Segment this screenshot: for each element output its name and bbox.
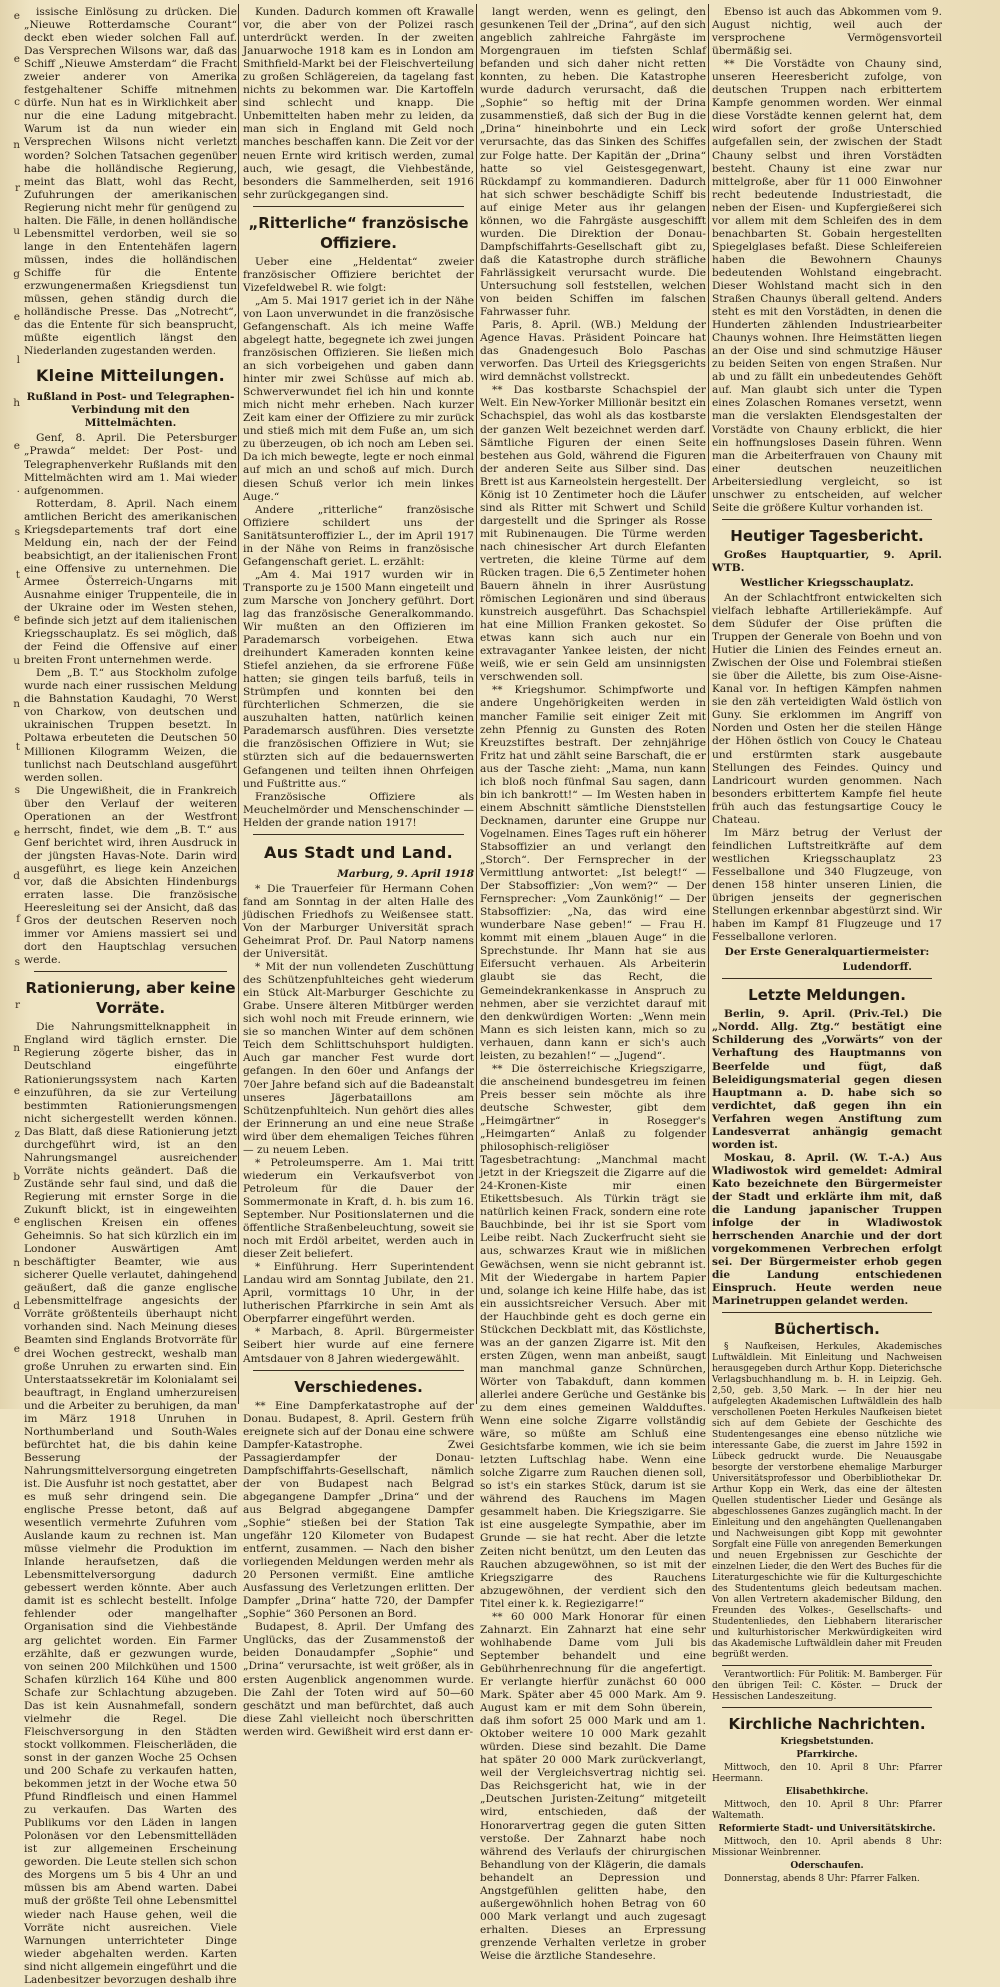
church-name: Reformierte Stadt- und Universitätskirche. bbox=[718, 1824, 936, 1835]
edge-fragment: d bbox=[13, 870, 20, 882]
article-text: ** Kriegshumor. Schimpfworte und andere Ungehörigkeiten werden in mancher Familie seit einiger Zeit mit zehn Pfennig zu Gunsten des Roten Kreuzstiftes bestraft. Der zehnjährige Fritz hat und zählt seine Barschaft, die er aus der Tasche zieht: „Mama, nun kann ich bloß noch fünfmal Sau sagen, dann bin ich bankrott!“ — Im Westen haben in einem Abschnitt sämtliche Dienststellen Decknamen, darunter eine Gruppe nur Vogelnamen. Eines Tages ruft ein höherer Stabsoffizier an und verlangt den „Storch“. Der Fernsprecher in der Vermittlung antwortet: „Ist belegt!“ — Der Stabsoffizier: „Von wem?“ — Der Fernsprecher: „Vom Zaunkönig!“ — Der Stabsoffizier: „Na, das wird eine wunderbare Nase geben!“ — Frau H. kommt mit einem „blauen Auge“ in die Sprechstunde. Ihr Mann hat sie aus Eifersucht verhauen. Als Arbeiterin glaubt sie das Recht, die Gemeindekrankenkasse in Anspruch zu nehmen, aber sie verzichtet darauf mit den denkwürdigen Worten: „Wenn mein Mann es sich leisten kann, mich so zu verhauen, dann kann er sich's auch leisten, zu bezahlen!“ — „Jugend“. bbox=[480, 684, 706, 1062]
edge-fragment: s bbox=[14, 956, 20, 968]
edge-fragment: e bbox=[13, 53, 20, 65]
signature-line: Der Erste Generalquartiermeister: bbox=[724, 946, 930, 959]
church-service: Mittwoch, den 10. April abends 8 Uhr: Missionar Weinbrenner. bbox=[712, 1837, 942, 1859]
edge-fragment: t bbox=[15, 741, 20, 753]
article-text: Im März betrug der Verlust der feindlichen Luftstreitkräfte auf dem westlichen Kriegsschauplatz 23 Fesselballone und 340 Flugzeuge, von denen 158 hinter unseren Linien, die übrigen jenseits der gegnerischen Stellungen erkennbar abgestürzt sind. Wir haben im Kampf 81 Flugzeuge und 17 Fesselballone verloren. bbox=[712, 826, 942, 944]
article-text: „Am 5. Mai 1917 geriet ich in der Nähe von Laon unverwundet in die französische Gefangenschaft. Als ich meine Waffe abgelegt hatte, begegnete ich zwei jungen französischen Offizieren. Sie ließen mich an sich vorbeigehen und gaben dann hinter mir zwei Schüsse auf mich ab. Schwerverwundet fiel ich hin und konnte mich nicht mehr erheben. Nach kurzer Zeit kam einer der Offiziere zu mir zurück und stieß mich mit dem Fuße an, um sich zu überzeugen, ob ich noch am Leben sei. Da ich mich bewegte, legte er noch einmal auf mich an und schoß auf mich. Durch diesen Schuß verlor ich mein linkes Auge.“ bbox=[243, 294, 474, 503]
column-4 bbox=[712, 6, 942, 1885]
headline-heutiger-tagesbericht: Heutiger Tagesbericht. bbox=[730, 526, 924, 545]
article-text: Moskau, 8. April. (W. T.-A.) Aus Wladiwostok wird gemeldet: Admiral Kato bezeichnete den Bürgermeister der Stadt und erklärte ihm mit, daß die Landung japanischer Truppen infolge der in Wladiwostok herrschenden Anarchie und der dort vorgekommenen Verbrechen erfolgt sei. Der Bürgermeister erhob gegen die Landung entschiedenen Einspruch. Heute werden neue Marinetruppen gelandet werden. bbox=[712, 1151, 942, 1308]
article-text: Die Nahrungsmittelknappheit in England wird täglich ernster. Die Regierung zögerte bisher, das in Deutschland eingeführte Rationierungssystem nach Karten einzuführen, da sie zur Verteilung bestimmten Rationierungsmengen nicht sichergestellt werden können. Das Blatt, daß diese Rationierung jetzt durchgeführt wird, ist an den Nahrungsmangel ausreichender Vorräte nichts geändert. Daß die Zustände sehr faul sind, und daß die Regierung mit ernster Sorge in die Zukunft blickt, ist in eingeweihten englischen Kreisen ein offenes Geheimnis. So hat sich kürzlich ein im Londoner Auswärtigen Amt beschäftigter Beamter, wie aus sicherer Quelle verlautet, dahingehend geäußert, daß die ganze englische Lebensmittelfrage angesichts der Vorräte größtenteils überhaupt nicht vorhanden sind. Nach Meinung dieses Beamten sind Englands Brotvorräte für drei Wochen gestreckt, weshalb man große Unruhen zu erwarten sind. Ein Unterstaatssekretär im Kolonialamt sei beauftragt, in England umherzureisen und die Arbeiter zu beruhigen, da man im März 1918 Unruhen in Northumberland und South-Wales befürchtet hat, die bis dahin keine Besserung der Nahrungsmittelversorgung eingetreten ist. Die Ausfuhr ist noch gestattet, aber es muß sehr dringend sein. Die englische Presse betont, daß auf wesentlich vermehrte Zufuhren vom Auslande kaum zu rechnen ist. Man müsse vielmehr die Produktion im Inlande heraufsetzen, daß die Lebensmittelversorgung dadurch gebessert werden könnte. Aber auch damit ist es schlecht bestellt. Infolge fehlender oder mangelhafter Organisation sind die Viehbestände arg gelichtet worden. Ein Farmer erzählte, daß er gezwungen wurde, von seinen 200 Milchkühen und 1500 Schafen kürzlich 164 Kühe und 800 Schafe zur Schlachtung abzugeben. Das ist kein Ausnahmefall, sondern vielmehr die Regel. Die Fleischversorgung in den Städten stockt vollkommen. Fleischerläden, die sonst in der ganzen Woche 25 Ochsen und 200 Schafe zu verkaufen hatten, bekommen jetzt in der Woche etwa 50 Pfund Rindfleisch und einen Hammel zu verkaufen. Das Warten des Publikums vor den Läden in langen Polonäsen vor den Lebensmittelläden ist zur allgemeinen Erscheinung geworden. Die Leute stellen sich schon des Morgens um 5 bis 4 Uhr an und müssen bis am Abend warten. Dabei muß der größte Teil ohne Lebensmittel wieder nach Hause gehen, weil die Vorräte nicht ausreichen. Viele Warnungen unterrichteter Dinge wieder abgehalten werden. Karten sind nicht allgemein eingeführt und die Ladenbesitzer bevorzugen deshalb ihre bbox=[24, 1021, 237, 1986]
article-text: Andere „ritterliche“ französische Offiziere schildert uns der Sanitätsunteroffizier L., der im April 1917 in der Nähe von Reims in französische Gefangenschaft geriet. L. erzählt: bbox=[243, 503, 474, 568]
article-text: Dem „B. T.“ aus Stockholm zufolge wurde nach einer russischen Meldung die Bahnstation Kaudaghi, 70 Werst von Charkow, von deutschen und ukrainischen Truppen besetzt. In Poltawa erbeuteten die Deutschen 50 Millionen Kilogramm Weizen, die tunlichst nach Deutschland ausgeführt werden sollen. bbox=[24, 667, 237, 784]
edge-fragment: t bbox=[15, 569, 20, 581]
edge-fragment: n bbox=[13, 1257, 20, 1269]
article-text: Rotterdam, 8. April. Nach einem amtlichen Bericht des amerikanischen Kriegsdepartements traf dort eine Meldung ein, nach der der Feind beabsichtigt, an der italienischen Front eine Offensive zu unternehmen. Die Armee Österreich-Ungarns mit Ausnahme einiger Truppenteile, die in der Ukraine oder im Westen stehen, befinde sich jetzt auf dem italienischen Kriegsschauplatz. Es sei möglich, daß der Feind die Offensive auf einer breiten Front unternehmen werde. bbox=[24, 497, 237, 667]
divider bbox=[253, 834, 464, 835]
subheadline: Westlicher Kriegsschauplatz. bbox=[740, 576, 914, 589]
edge-fragment: f bbox=[16, 913, 20, 925]
article-text: ** 60 000 Mark Honorar für einen Zahnarzt. Ein Zahnarzt hat eine sehr wohlhabende Dame vom Juli bis September behandelt und eine Gebührhenrechnung für die angefertigt. Er verlangte hierfür zunächst 60 000 Mark. Später aber 45 000 Mark. Am 9. August kam er mit dem Sohn überein, daß ihm sofort 25 000 Mark und am 1. Oktober weitere 10 000 Mark gezahlt würden. Diese sind bezahlt. Die Dame hat später 20 000 Mark zurückverlangt, weil der Vergleichsvertrag nichtig sei. Das Reichsgericht hat, wie in der „Deutschen Juristen-Zeitung“ mitgeteilt wird, entschieden, daß der Honorarvertrag gegen die guten Sitten verstoße. Der Zahnarzt habe noch während des Verlaufs der chirurgischen Behandlung von der Klägerin, die damals behandelt an Depression und Angstgefühlen gelitten habe, den außergewöhnlich hohen Betrag von 60 000 Mark verlangt und auch zugesagt erhalten. Dieses an Erpressung grenzende Verhalten verletze in grober Weise die ärztliche Standesehre. bbox=[480, 1610, 706, 1962]
headline-verschiedenes: Verschiedenes. bbox=[294, 1377, 423, 1396]
edge-fragment: e bbox=[13, 1085, 20, 1097]
article-dateline: Großes Hauptquartier, 9. April. WTB. bbox=[712, 548, 942, 574]
church-subheading: Kriegsbetstunden. bbox=[780, 1737, 874, 1748]
article-text: Französische Offiziere als Meuchelmörder und Menschenschinder — Helden der grande nation 1917! bbox=[243, 790, 474, 829]
edge-fragment: n bbox=[13, 698, 20, 710]
subheadline: Rußland in Post- und Telegraphen-Verbindung mit den Mittelmächten. bbox=[26, 391, 235, 430]
edge-fragment: e bbox=[13, 1214, 20, 1226]
edge-fragment: b bbox=[13, 1171, 20, 1183]
edge-fragment: e bbox=[13, 440, 20, 452]
edge-fragment: e bbox=[13, 827, 20, 839]
article-text: Berlin, 9. April. (Priv.-Tel.) Die „Nordd. Allg. Ztg.“ bestätigt eine Schilderung des „Vorwärts“ von der Verhaftung des Hauptmanns von Beerfelde und fügt, daß Beleidigungsmaterial gegen diesen Hauptmann a. D. habe sich so verdichtet, daß gegen ihn ein Verfahren wegen Anstiftung zum Landesverrat anhängig gemacht worden ist. bbox=[712, 1008, 942, 1151]
article-text: Genf, 8. April. Die Petersburger „Prawda“ meldet: Der Post- und Telegraphenverkehr Rußlands mit den Mittelmächten wird am 1. Mai wieder aufgenommen. bbox=[24, 432, 237, 497]
church-service: Donnerstag, abends 8 Uhr: Pfarrer Falken. bbox=[724, 1874, 920, 1885]
headline-aus-stadt-und-land: Aus Stadt und Land. bbox=[264, 842, 453, 862]
divider bbox=[722, 1665, 932, 1666]
divider bbox=[253, 206, 464, 207]
column-rule bbox=[708, 4, 709, 1404]
edge-fragment: u bbox=[13, 655, 20, 667]
dateline: Marburg, 9. April 1918 bbox=[337, 867, 474, 880]
article-text: An der Schlachtfront entwickelten sich vielfach lebhafte Artilleriekämpfe. Auf dem Südufer der Oise prüften die Truppen der Generale von Boehn und von Hutier die Linien des Feindes erneut an. Zwischen der Oise und Folembrai stießen sie über die Ailette, bis zum Oise-Aisne-Kanal vor. In heftigen Kämpfen nahmen sie den zäh verteidigten Wald östlich von Guny. Sie erklommen im Angriff von Norden und Osten her die steilen Hänge der Höhen östlich von Coucy le Chateau und erstürmten stark ausgebaute Stellungen des Feindes. Quincy und Landricourt wurden genommen. Nach besonders erbittertem Kampfe fiel heute früh auch das festungsartige Coucy le Chateau. bbox=[712, 591, 942, 826]
article-text: ** Eine Dampferkatastrophe auf der Donau. Budapest, 8. April. Gestern früh ereignete sich auf der Donau eine schwere Dampfer-Katastrophe. Zwei Passagierdampfer der Donau-Dampfschiffahrts-Gesellschaft, nämlich der von Budapest nach Belgrad abgegangene Dampfer „Drina“ und der aus Belgrad abgegangene Dampfer „Sophie“ stießen bei der Station Tak ungefähr 120 Kilometer von Budapest entfernt, zusammen. — Nach den bisher vorliegenden Meldungen werden mehr als 20 Personen vermißt. Eine amtliche Ausfassung des Verletzungen erlitten. Der Dampfer „Drina“ hatte 720, der Dampfer „Sophie“ 360 Personen an Bord. bbox=[243, 1399, 474, 1621]
edge-fragment: h bbox=[13, 397, 20, 409]
article-text: issische Einlösung zu drücken. Die „Nieuwe Rotterdamsche Courant“ deckt eben wieder solchen Fall auf. Das Versprechen Wilsons war, daß das Schiff „Nieuwe Amsterdam“ die Fracht zweier anderer von Amerika festgehaltener Schiffe mitnehmen dürfe. Nun hat es in Wirklichkeit aber nur die eine Ladung mitgebracht. Warum ist da nun wieder ein Versprechen Wilsons nicht verletzt worden? Solchen Tatsachen gegenüber habe die holländische Regierung, meint das Blatt, wohl das Recht, Zufuhrungen der amerikanischen Regierung nicht mehr für genügend zu halten. Die Fälle, in denen holländische Lebensmittel verdorben, weil sie so lange in den Ententehäfen lagern müssen, indes die holländischen Schiffe für die Entente erzwungenermaßen Kriegsdienst tun müssen, gehen ständig durch die holländische Presse. Das „Notrecht“, das die Entente für sich beansprucht, müßte eigentlich längst den Niederlanden zugestanden werden. bbox=[24, 6, 237, 358]
article-text: ** Die Vorstädte von Chauny sind, unseren Heeresbericht zufolge, von deutschen Truppen nach erbittertem Kampfe genommen worden. Wer einmal diese Vorstädte kennen gelernt hat, dem wird sofort der große Unterschied aufgefallen sein, der zwischen der Stadt Chauny selbst und ihren Vorstädten besteht. Chauny ist eine zwar nur mittelgroße, aber für 11 000 Einwohner recht bedeutende Industriestadt, die neben der Eisen- und Kupfergießerei sich vor allem mit dem Schleifen des in dem benachbarten St. Gobain hergestellten Spiegelglases befaßt. Diese Schleifereien haben die Bewohnern Chaunys bedeutenden Wohlstand eingebracht. Dieser Wohlstand macht sich in den Straßen Chaunys überall geltend. Anders steht es mit den Vorstädten, in denen die Hunderten zählenden Industriearbeiter Chaunys wohnen. Ihre Heimstätten liegen an der Oise und sind schmutzige Häuser zu beiden Seiten von engen Straßen. Nur ab und zu fällt ein unbedeutendes Gehöft auf. Man glaubt sich unter die Typen eines Zolaschen Romanes versetzt, wenn man die verslakten Elendsgestalten der Vorstädte von Chauny erblickt, die hier ein hoffnungsloses Dasein führen. Wenn man die Arbeiterfrauen von Chauny mit einer deutschen neuzeitlichen Arbeitersiedlung vergleicht, so ist unschwer zu entscheiden, auf welcher Seite die größere Kultur vorhanden ist. bbox=[712, 58, 942, 514]
edge-fragment: e bbox=[13, 311, 20, 323]
headline-kleine-mitteilungen: Kleine Mitteilungen. bbox=[35, 366, 226, 386]
column-3 bbox=[480, 6, 706, 1962]
divider bbox=[722, 1707, 932, 1708]
church-name: Pfarrkirche. bbox=[796, 1750, 858, 1761]
edge-fragment: n bbox=[13, 139, 20, 151]
headline-rationierung: Rationierung, aber keine Vorräte. bbox=[25, 979, 236, 1018]
article-text: „Am 4. Mai 1917 wurden wir in Transporte zu je 1500 Mann eingeteilt und zum Marsche von Jonchery geführt. Dort lag das französische Generalkommando. Wir mußten an den Offizieren im Parademarsch vorbeigehen. Etwa dreihundert Kameraden konnten keine Stiefel anziehen, da sie erfrorene Füße hatten; sie gingen teils barfuß, teils in Strümpfen und konnten bei den fürchterlichen Schmerzen, die sie auszuhalten hatten, natürlich keinen Parademarsch ausführen. Dies versetzte die französischen Offiziere in Wut; sie stürzten sich auf die bedauernswerten Gefangenen und teilten ihnen Ohrfeigen und Fußtritte aus.“ bbox=[243, 568, 474, 790]
article-text: * Mit der nun vollendeten Zuschüttung des Schützenpfuhlteiches geht wiederum ein Stück Alt-Marburger Geschichte zu Grabe. Unsere älteren Mitbürger werden sich wohl noch mit Freude erinnern, wie sie so manchen Winter auf dem schönen Teich dem Schlittschuhsport huldigten. Auch gar mancher Fest wurde dort gefangen. In den 60er und Anfangs der 70er Jahre befand sich auf die Badeanstalt unseres Jägerbataillons am Schützenpfuhlteich. Nun gehört dies alles der Erinnerung an und eine neue Straße wird über dem ehemaligen Teiches führen — zu neuem Leben. bbox=[243, 961, 474, 1156]
headline-ritterliche-offiziere: „Ritterliche“ französische Offiziere. bbox=[248, 213, 469, 252]
divider bbox=[34, 971, 227, 972]
divider bbox=[253, 1370, 464, 1371]
article-text: langt werden, wenn es gelingt, den gesunkenen Teil der „Drina“, auf den sich angeblich zahlreiche Fahrgäste im Morgengrauen im tiefsten Schlaf befanden und sich daher nicht retten konnten, zu heben. Die Katastrophe wurde dadurch verursacht, daß die „Sophie“ so heftig mit der Drina zusammenstieß, daß sich der Bug in die „Drina“ hineinbohrte und ein Leck verursachte, das das Sinken des Schiffes zur Folge hatte. Der Kapitän der „Drina“ hatte so viel Geistesgegenwart, Rückdampf zu kommandieren. Dadurch hat sich schwer beschädigte Schiff bis auf einige Meter aus ihr gelangen können, wo die Fahrgäste ausgeschifft wurden. Die Direktion der Donau-Dampfschiffahrts-Gesellschaft gibt zu, daß die Katastrophe durch sträfliche Fahrlässigkeit verursacht wurde. Die Untersuchung soll feststellen, welchen von beiden Schiffen im falschen Fahrwasser fuhr. bbox=[480, 6, 706, 319]
left-edge-column bbox=[0, 0, 22, 1409]
church-name: Oderschaufen. bbox=[790, 1861, 864, 1872]
article-text: Die Ungewißheit, die in Frankreich über den Verlauf der weiteren Operationen an der Westfront herrscht, findet, wie dem „B. T.“ aus Genf berichtet wird, ihren Ausdruck in der jüngsten Havas-Note. Darin wird ausgeführt, es liege kein Anzeichen vor, daß die Absichten Hindenburgs erraten lasse. Die französische Heeresleitung sei der Ansicht, daß das Gros der deutschen Reserven noch immer vor Amiens massiert sei und dort den Hauptschlag versuchen werde. bbox=[24, 784, 237, 967]
edge-fragment: r bbox=[14, 999, 20, 1011]
church-service: Mittwoch, den 10. April 8 Uhr: Pfarrer Waltemath. bbox=[712, 1800, 942, 1822]
edge-fragment: l bbox=[16, 354, 20, 366]
edge-fragment: s bbox=[14, 784, 20, 796]
church-name: Elisabethkirche. bbox=[785, 1787, 869, 1798]
article-text: * Die Trauerfeier für Hermann Cohen fand am Sonntag in der alten Halle des jüdischen Friedhofs zu Weißensee statt. Von der Marburger Universität sprach Geheimrat Prof. Dr. Paul Natorp namens der Universität. bbox=[243, 882, 474, 961]
divider bbox=[722, 1312, 932, 1313]
column-2 bbox=[243, 6, 474, 1738]
article-text: * Petroleumsperre. Am 1. Mai tritt wiederum ein Verkaufsverbot von Petroleum für die Dauer der Sommermonate in Kraft, d. h. bis zum 16. September. Nur Positionslaternen und die öffentliche Straßenbeleuchtung, soweit sie noch mit Erdöl arbeitet, werden auch in dieser Zeit beliefert. bbox=[243, 1156, 474, 1261]
article-text: Paris, 8. April. (WB.) Meldung der Agence Havas. Präsident Poincare hat das Gnadengesuch Bolo Paschas verworfen. Das Urteil des Kriegsgerichts wird demnächst vollstreckt. bbox=[480, 319, 706, 384]
article-text: Ebenso ist auch das Abkommen vom 9. August nichtig, weil auch der versprochene Vermögensvorteil übermäßig sei. bbox=[712, 6, 942, 58]
article-text: * Marbach, 8. April. Bürgermeister Seibert hier wurde auf eine fernere Amtsdauer von 8 Jahren wiedergewählt. bbox=[243, 1326, 474, 1365]
edge-fragment: . bbox=[16, 483, 20, 495]
article-text: Kunden. Dadurch kommen oft Krawalle vor, die aber von der Polizei rasch unterdrückt werden. In der zweiten Januarwoche 1918 kam es in London am Smithfield-Markt bei der Fleischverteilung zu großen Schlägereien, da tagelang fast nichts zu bekommen war. Die Kartoffeln sind schlecht und knapp. Die Unbemittelten haben mehr zu leiden, da man sich in England mit Geld noch manches beschaffen kann. Die Zeit vor der neuen Ernte wird kritisch werden, zumal auch, wie gesagt, die Viehbestände, besonders die Sammelherden, seit 1916 sehr zurückgegangen sind. bbox=[243, 6, 474, 201]
article-text: * Einführung. Herr Superintendent Landau wird am Sonntag Jubilate, den 21. April, vormittags 10 Uhr, in der lutherischen Pfarrkirche in sein Amt als Oberpfarrer eingeführt werden. bbox=[243, 1261, 474, 1326]
article-text: § Naufkeisen, Herkules, Akademisches Luftwäldlein. Mit Einleitung und Nachweisen herausgegeben durch Arthur Kopp. Dieterichsche Verlagsbuchhandlung m. b. H. in Leipzig. Geh. 2,50, geb. 3,50 Mark. — In der hier neu aufgelegten Akademischen Luftwäldlein des halb verschollenen Poeten Herkules Naufkeisen bietet sich auf dem Gebiete der Geschichte des Studentengesanges eine ebenso nützliche wie interessante Gabe, die zuerst im Jahre 1592 in Lübeck gedruckt wurde. Die Neuausgabe besorgte der verstorbene ehemalige Marburger Universitätsprofessor und Oberbibliothekar Dr. Arthur Kopp ein Werk, das eine der ältesten Quellen studentischer Lieder und Gesänge als abgeschlossenes Ganzes zugänglich macht. In der Einleitung und den angehängten Quellenangaben und Nachweisungen gibt Kopp mit gewohnter Sorgfalt eine Fülle von anregenden Bemerkungen und neuen Ergebnissen zur Geschichte der einzelnen Lieder, die den Wert des Buches für die Literaturgeschichte wie für die Kulturgeschichte des Studententums gleich bedeutsam machen. Von allen Vertretern akademischer Bildung, den Freunden des Volkes-, Gesellschafts- und Studentenliedes, den Liebhabern literarischer und kulturhistorischer Merkwürdigkeiten wird das Akademische Luftwäldlein daher mit Freuden begrüßt werden. bbox=[712, 1342, 942, 1661]
edge-fragment: e bbox=[13, 10, 20, 22]
article-text: ** Die österreichische Kriegszigarre, die anscheinend bundesgetreu im feinen Preis besser sein möchte als ihre deutsche Schwester, gibt dem „Heimgärtner“ in Rosegger's „Heimgarten“ Anlaß zu folgender philosophisch-religiöser Tagesbetrachtung: „Manchmal macht jetzt in der Kriegszeit die Zigarre auf die 24-Kronen-Kiste mir einen Etikettsbesuch. Als Türkin trägt sie natürlich keinen Frack, sondern eine rote Bauchbinde, bei ihr ist sie Sport vom Leibe reibt. Nach Zuckerfrucht sieht sie aus, schwarzes Kraut wie in mißlichen Gewächsen, wenn sie nicht gebrannt ist. Mit der Wiedergabe in hartem Papier und, solange ich keine Hilfe habe, das ist ein aussichtsreicher Versuch. Aber mit der Hauchbinde geht es doch gerne ein Stückchen Deckblatt mit, das Köstlichste, was an der ganzen Zigarre ist. Mit den ersten Zügen, wenn man anbeißt, saugt man manchmal ganze Schnürchen, Wörter von Tabakduft, dann kommen allerlei andere Gerüche und Gestänke bis zu dem eines gemeinen Waldduftes. Wenn eine solche Zigarre vollständig wäre, so müßte am Schluß eine Gesichtsfarbe kommen, wie ich sie beim letzten Luftschlag habe. Wenn eine solche Zigarre zum Rauchen dienen soll, so ist's ein starkes Stück, darum ist sie während des Rauchens im Magen gesammelt haben. Die Kriegszigarre. Sie ist eine ausgelegte Sympathie, aber im Grunde — sie hat recht. Aber die letzte Zeiten nicht benützt, um den Leuten das Rauchen abzugewöhnen, so ist mit der Kriegszigarre des Rauchens abzugewöhnen, der verdient sich den Titel einer k. k. Regiezigarre!“ bbox=[480, 1062, 706, 1610]
divider bbox=[722, 519, 932, 520]
edge-fragment: z bbox=[14, 1128, 20, 1140]
signature-name: Ludendorff. bbox=[842, 961, 912, 974]
edge-fragment: e bbox=[13, 612, 20, 624]
article-text: Ueber eine „Heldentat“ zweier französischer Offiziere berichtet der Vizefeldwebel R. wie folgt: bbox=[243, 255, 474, 294]
article-text: ** Das kostbarste Schachspiel der Welt. Ein New-Yorker Millionär besitzt ein Schachspiel, das wohl als das kostbarste der ganzen Welt bezeichnet werden darf. Sämtliche Figuren der einen Seite bestehen aus Gold, während die Figuren der anderen Seite aus Silber sind. Das Brett ist aus Karneolstein hergestellt. Der König ist 10 Zentimeter hoch die Läufer sind als Ritter mit Schwert und Schild dargestellt und die Springer als Rosse mit Rubinenaugen. Die Türme werden nach chinesischer Art durch Elefanten vertreten, die kleine Türme auf dem Rücken tragen. Die 6,5 Zentimeter hohen Bauern ähneln in ihrer Ausrüstung römischen Legionären und sind überaus kunstreich ausgeführt. Das Schachspiel hat eine Million Franken gekostet. So etwas kann sich auch nur ein extravaganter Yankee leisten, der nicht weiß, wie er sein Geld am unsinnigsten verschwenden soll. bbox=[480, 384, 706, 684]
article-text: Budapest, 8. April. Der Umfang des Unglücks, das der Zusammenstoß der beiden Donaudampfer „Sophie“ und „Drina“ verursachte, ist weit größer, als in ersten Augenblick angenommen wurde. Die Zahl der Toten wird auf 50—60 geschätzt und man befürchtet, daß auch diese Zahl vielleicht noch überschritten werden wird. Gewißheit wird erst dann er- bbox=[243, 1621, 474, 1738]
edge-fragment: s bbox=[14, 526, 20, 538]
edge-fragment: c bbox=[14, 96, 20, 108]
church-service: Mittwoch, den 10. April 8 Uhr: Pfarrer Heermann. bbox=[712, 1763, 942, 1785]
column-1 bbox=[24, 6, 237, 1986]
column-rule bbox=[238, 4, 239, 1404]
headline-kirchliche-nachrichten: Kirchliche Nachrichten. bbox=[728, 1715, 926, 1734]
edge-fragment: r bbox=[14, 182, 20, 194]
edge-fragment: e bbox=[13, 1343, 20, 1355]
edge-fragment: g bbox=[13, 268, 20, 280]
headline-letzte-meldungen: Letzte Meldungen. bbox=[748, 986, 906, 1005]
column-rule bbox=[476, 4, 477, 1404]
headline-buechertisch: Büchertisch. bbox=[774, 1320, 880, 1339]
divider bbox=[722, 978, 932, 979]
responsible-editors: Verantwortlich: Für Politik: M. Bamberger. Für den übrigen Teil: C. Köster. — Druck der Hessischen Landeszeitung. bbox=[712, 1670, 942, 1703]
edge-fragment: d bbox=[13, 1300, 20, 1312]
edge-fragment: u bbox=[13, 225, 20, 237]
edge-fragment: n bbox=[13, 1042, 20, 1054]
